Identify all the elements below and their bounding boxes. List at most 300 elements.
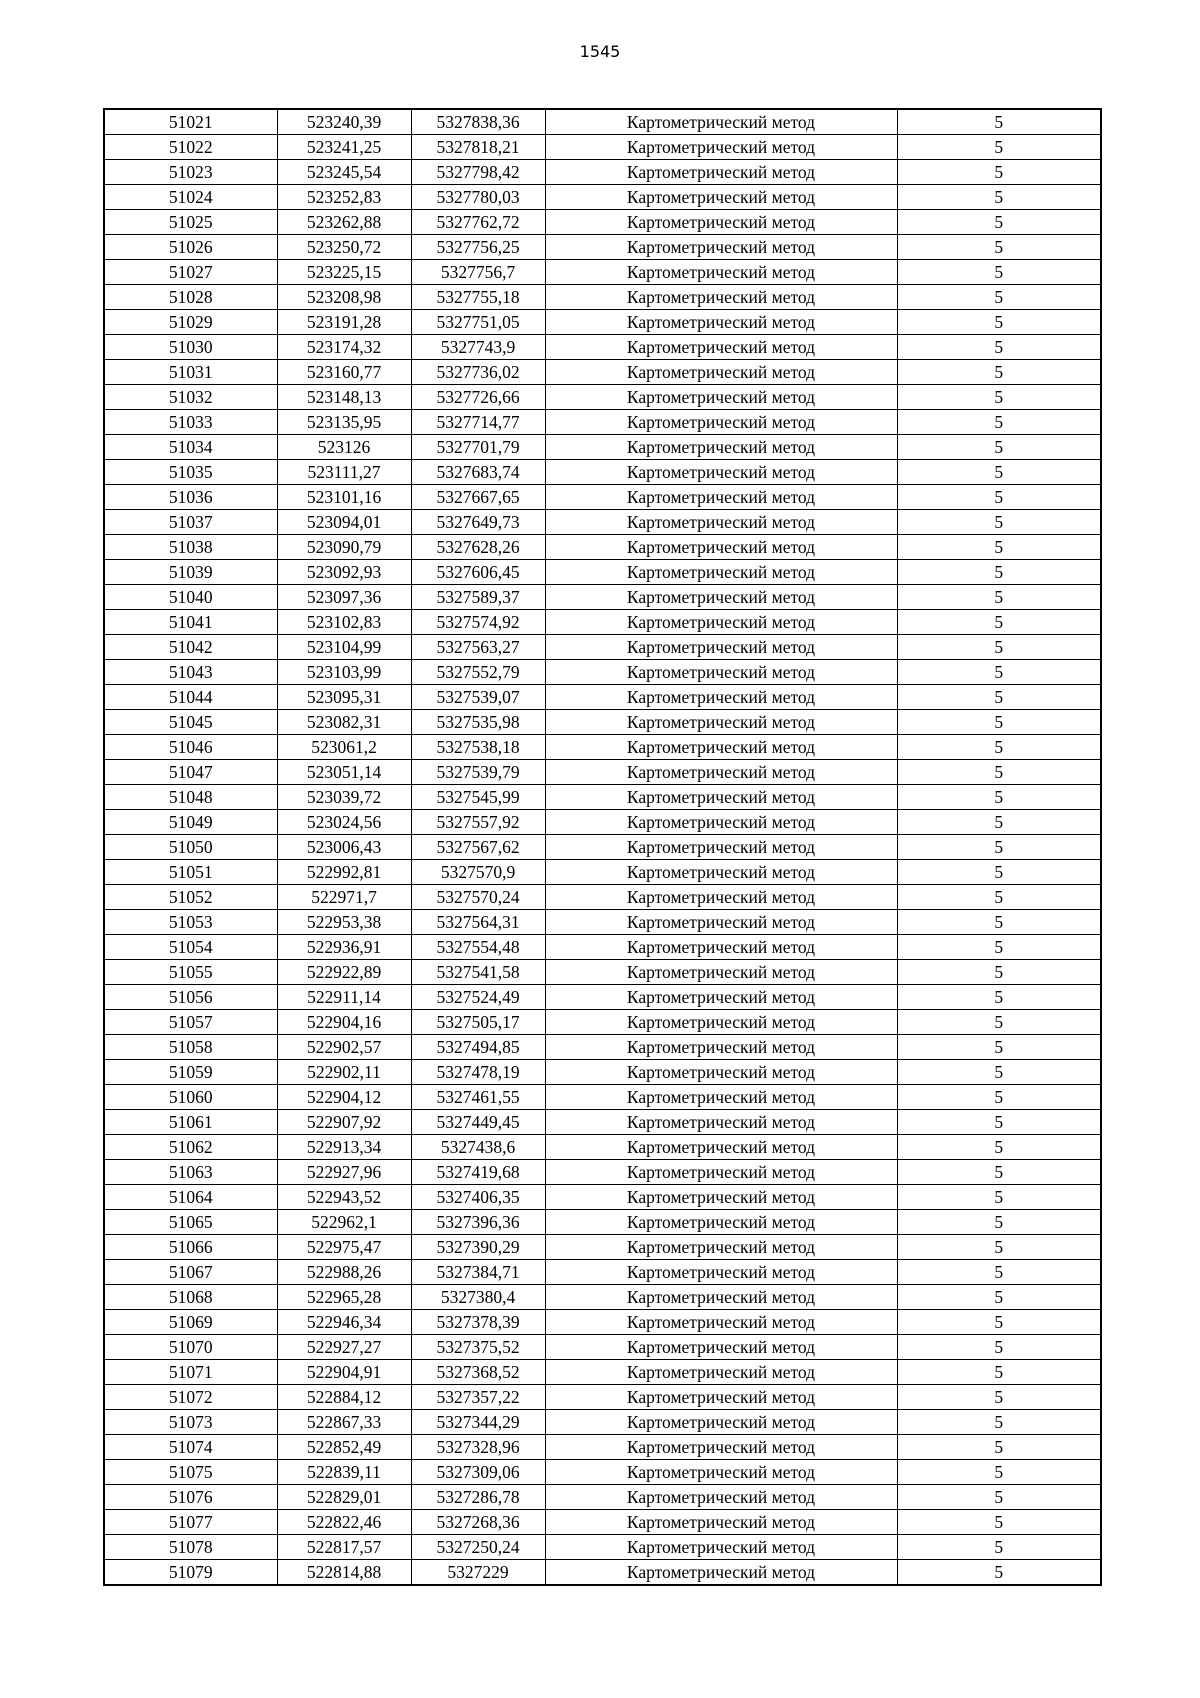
x-coordinate-cell: 522907,92 xyxy=(277,1110,411,1135)
x-coordinate-cell: 522913,34 xyxy=(277,1135,411,1160)
point-number-cell: 51074 xyxy=(104,1435,277,1460)
point-number-cell: 51029 xyxy=(104,310,277,335)
x-coordinate-cell: 523208,98 xyxy=(277,285,411,310)
y-coordinate-cell: 5327449,45 xyxy=(411,1110,545,1135)
method-cell: Картометрический метод xyxy=(545,1310,897,1335)
accuracy-cell: 5 xyxy=(897,635,1101,660)
table-row xyxy=(104,1535,1101,1560)
method-cell: Картометрический метод xyxy=(545,835,897,860)
accuracy-cell: 5 xyxy=(897,485,1101,510)
method-cell: Картометрический метод xyxy=(545,510,897,535)
method-cell: Картометрический метод xyxy=(545,260,897,285)
table-row xyxy=(104,860,1101,885)
y-coordinate-cell: 5327524,49 xyxy=(411,985,545,1010)
method-cell: Картометрический метод xyxy=(545,1035,897,1060)
table-row xyxy=(104,235,1101,260)
accuracy-cell: 5 xyxy=(897,1310,1101,1335)
point-number-cell: 51068 xyxy=(104,1285,277,1310)
x-coordinate-cell: 523225,15 xyxy=(277,260,411,285)
y-coordinate-cell: 5327286,78 xyxy=(411,1485,545,1510)
y-coordinate-cell: 5327714,77 xyxy=(411,410,545,435)
x-coordinate-cell: 522988,26 xyxy=(277,1260,411,1285)
table-row xyxy=(104,1485,1101,1510)
x-coordinate-cell: 523097,36 xyxy=(277,585,411,610)
y-coordinate-cell: 5327557,92 xyxy=(411,810,545,835)
table-row xyxy=(104,1560,1101,1586)
table-row xyxy=(104,260,1101,285)
x-coordinate-cell: 523024,56 xyxy=(277,810,411,835)
point-number-cell: 51039 xyxy=(104,560,277,585)
x-coordinate-cell: 523245,54 xyxy=(277,160,411,185)
method-cell: Картометрический метод xyxy=(545,210,897,235)
table-row xyxy=(104,585,1101,610)
y-coordinate-cell: 5327780,03 xyxy=(411,185,545,210)
method-cell: Картометрический метод xyxy=(545,660,897,685)
table-row xyxy=(104,535,1101,560)
point-number-cell: 51058 xyxy=(104,1035,277,1060)
table-row xyxy=(104,685,1101,710)
accuracy-cell: 5 xyxy=(897,1510,1101,1535)
y-coordinate-cell: 5327755,18 xyxy=(411,285,545,310)
y-coordinate-cell: 5327589,37 xyxy=(411,585,545,610)
point-number-cell: 51076 xyxy=(104,1485,277,1510)
table-row xyxy=(104,1435,1101,1460)
accuracy-cell: 5 xyxy=(897,835,1101,860)
x-coordinate-cell: 522922,89 xyxy=(277,960,411,985)
accuracy-cell: 5 xyxy=(897,1560,1101,1586)
table-row xyxy=(104,1360,1101,1385)
x-coordinate-cell: 522902,11 xyxy=(277,1060,411,1085)
x-coordinate-cell: 522992,81 xyxy=(277,860,411,885)
table-row xyxy=(104,1160,1101,1185)
method-cell: Картометрический метод xyxy=(545,1460,897,1485)
table-row xyxy=(104,360,1101,385)
accuracy-cell: 5 xyxy=(897,1135,1101,1160)
point-number-cell: 51065 xyxy=(104,1210,277,1235)
point-number-cell: 51026 xyxy=(104,235,277,260)
coordinates-table xyxy=(103,108,1102,1586)
table-row xyxy=(104,710,1101,735)
table-row xyxy=(104,385,1101,410)
accuracy-cell: 5 xyxy=(897,610,1101,635)
y-coordinate-cell: 5327798,42 xyxy=(411,160,545,185)
method-cell: Картометрический метод xyxy=(545,1410,897,1435)
x-coordinate-cell: 523092,93 xyxy=(277,560,411,585)
y-coordinate-cell: 5327406,35 xyxy=(411,1185,545,1210)
y-coordinate-cell: 5327743,9 xyxy=(411,335,545,360)
point-number-cell: 51056 xyxy=(104,985,277,1010)
x-coordinate-cell: 523006,43 xyxy=(277,835,411,860)
point-number-cell: 51057 xyxy=(104,1010,277,1035)
x-coordinate-cell: 523262,88 xyxy=(277,210,411,235)
y-coordinate-cell: 5327667,65 xyxy=(411,485,545,510)
table-row xyxy=(104,785,1101,810)
point-number-cell: 51021 xyxy=(104,109,277,135)
method-cell: Картометрический метод xyxy=(545,935,897,960)
table-row xyxy=(104,1310,1101,1335)
table-row xyxy=(104,485,1101,510)
x-coordinate-cell: 522852,49 xyxy=(277,1435,411,1460)
table-row xyxy=(104,735,1101,760)
point-number-cell: 51079 xyxy=(104,1560,277,1586)
point-number-cell: 51077 xyxy=(104,1510,277,1535)
x-coordinate-cell: 522822,46 xyxy=(277,1510,411,1535)
accuracy-cell: 5 xyxy=(897,260,1101,285)
x-coordinate-cell: 523102,83 xyxy=(277,610,411,635)
x-coordinate-cell: 523135,95 xyxy=(277,410,411,435)
point-number-cell: 51062 xyxy=(104,1135,277,1160)
table-row xyxy=(104,1385,1101,1410)
y-coordinate-cell: 5327564,31 xyxy=(411,910,545,935)
point-number-cell: 51053 xyxy=(104,910,277,935)
y-coordinate-cell: 5327756,25 xyxy=(411,235,545,260)
method-cell: Картометрический метод xyxy=(545,560,897,585)
accuracy-cell: 5 xyxy=(897,1185,1101,1210)
y-coordinate-cell: 5327567,62 xyxy=(411,835,545,860)
method-cell: Картометрический метод xyxy=(545,710,897,735)
method-cell: Картометрический метод xyxy=(545,960,897,985)
y-coordinate-cell: 5327478,19 xyxy=(411,1060,545,1085)
y-coordinate-cell: 5327701,79 xyxy=(411,435,545,460)
y-coordinate-cell: 5327751,05 xyxy=(411,310,545,335)
y-coordinate-cell: 5327649,73 xyxy=(411,510,545,535)
point-number-cell: 51059 xyxy=(104,1060,277,1085)
x-coordinate-cell: 523051,14 xyxy=(277,760,411,785)
x-coordinate-cell: 523094,01 xyxy=(277,510,411,535)
accuracy-cell: 5 xyxy=(897,1010,1101,1035)
point-number-cell: 51037 xyxy=(104,510,277,535)
y-coordinate-cell: 5327762,72 xyxy=(411,210,545,235)
y-coordinate-cell: 5327419,68 xyxy=(411,1160,545,1185)
accuracy-cell: 5 xyxy=(897,435,1101,460)
x-coordinate-cell: 523090,79 xyxy=(277,535,411,560)
y-coordinate-cell: 5327838,36 xyxy=(411,109,545,135)
method-cell: Картометрический метод xyxy=(545,1435,897,1460)
table-row xyxy=(104,660,1101,685)
point-number-cell: 51064 xyxy=(104,1185,277,1210)
point-number-cell: 51033 xyxy=(104,410,277,435)
x-coordinate-cell: 523191,28 xyxy=(277,310,411,335)
accuracy-cell: 5 xyxy=(897,160,1101,185)
point-number-cell: 51060 xyxy=(104,1085,277,1110)
y-coordinate-cell: 5327554,48 xyxy=(411,935,545,960)
x-coordinate-cell: 523095,31 xyxy=(277,685,411,710)
y-coordinate-cell: 5327539,79 xyxy=(411,760,545,785)
point-number-cell: 51045 xyxy=(104,710,277,735)
table-row xyxy=(104,1060,1101,1085)
method-cell: Картометрический метод xyxy=(545,810,897,835)
coordinates-table-body xyxy=(104,109,1101,1585)
method-cell: Картометрический метод xyxy=(545,910,897,935)
table-row xyxy=(104,985,1101,1010)
y-coordinate-cell: 5327552,79 xyxy=(411,660,545,685)
method-cell: Картометрический метод xyxy=(545,1185,897,1210)
point-number-cell: 51051 xyxy=(104,860,277,885)
method-cell: Картометрический метод xyxy=(545,1385,897,1410)
point-number-cell: 51067 xyxy=(104,1260,277,1285)
table-row xyxy=(104,1335,1101,1360)
x-coordinate-cell: 522867,33 xyxy=(277,1410,411,1435)
x-coordinate-cell: 523252,83 xyxy=(277,185,411,210)
accuracy-cell: 5 xyxy=(897,1410,1101,1435)
method-cell: Картометрический метод xyxy=(545,1535,897,1560)
y-coordinate-cell: 5327368,52 xyxy=(411,1360,545,1385)
point-number-cell: 51047 xyxy=(104,760,277,785)
x-coordinate-cell: 522927,96 xyxy=(277,1160,411,1185)
table-row xyxy=(104,109,1101,135)
y-coordinate-cell: 5327378,39 xyxy=(411,1310,545,1335)
accuracy-cell: 5 xyxy=(897,1160,1101,1185)
method-cell: Картометрический метод xyxy=(545,135,897,160)
method-cell: Картометрический метод xyxy=(545,435,897,460)
method-cell: Картометрический метод xyxy=(545,635,897,660)
method-cell: Картометрический метод xyxy=(545,1260,897,1285)
accuracy-cell: 5 xyxy=(897,960,1101,985)
accuracy-cell: 5 xyxy=(897,1035,1101,1060)
point-number-cell: 51043 xyxy=(104,660,277,685)
y-coordinate-cell: 5327628,26 xyxy=(411,535,545,560)
method-cell: Картометрический метод xyxy=(545,1335,897,1360)
point-number-cell: 51069 xyxy=(104,1310,277,1335)
accuracy-cell: 5 xyxy=(897,1335,1101,1360)
method-cell: Картометрический метод xyxy=(545,1510,897,1535)
table-row xyxy=(104,285,1101,310)
x-coordinate-cell: 522975,47 xyxy=(277,1235,411,1260)
method-cell: Картометрический метод xyxy=(545,1235,897,1260)
method-cell: Картометрический метод xyxy=(545,1085,897,1110)
point-number-cell: 51054 xyxy=(104,935,277,960)
y-coordinate-cell: 5327380,4 xyxy=(411,1285,545,1310)
point-number-cell: 51049 xyxy=(104,810,277,835)
accuracy-cell: 5 xyxy=(897,935,1101,960)
point-number-cell: 51030 xyxy=(104,335,277,360)
point-number-cell: 51055 xyxy=(104,960,277,985)
accuracy-cell: 5 xyxy=(897,660,1101,685)
table-row xyxy=(104,410,1101,435)
table-row xyxy=(104,810,1101,835)
table-row xyxy=(104,885,1101,910)
method-cell: Картометрический метод xyxy=(545,1135,897,1160)
x-coordinate-cell: 522829,01 xyxy=(277,1485,411,1510)
table-row xyxy=(104,160,1101,185)
x-coordinate-cell: 522839,11 xyxy=(277,1460,411,1485)
x-coordinate-cell: 522962,1 xyxy=(277,1210,411,1235)
table-row xyxy=(104,1460,1101,1485)
y-coordinate-cell: 5327461,55 xyxy=(411,1085,545,1110)
y-coordinate-cell: 5327570,9 xyxy=(411,860,545,885)
y-coordinate-cell: 5327570,24 xyxy=(411,885,545,910)
point-number-cell: 51072 xyxy=(104,1385,277,1410)
table-row xyxy=(104,760,1101,785)
y-coordinate-cell: 5327505,17 xyxy=(411,1010,545,1035)
point-number-cell: 51034 xyxy=(104,435,277,460)
y-coordinate-cell: 5327756,7 xyxy=(411,260,545,285)
x-coordinate-cell: 523126 xyxy=(277,435,411,460)
table-row xyxy=(104,1085,1101,1110)
point-number-cell: 51031 xyxy=(104,360,277,385)
method-cell: Картометрический метод xyxy=(545,385,897,410)
method-cell: Картометрический метод xyxy=(545,860,897,885)
y-coordinate-cell: 5327535,98 xyxy=(411,710,545,735)
table-row xyxy=(104,1510,1101,1535)
accuracy-cell: 5 xyxy=(897,1210,1101,1235)
point-number-cell: 51041 xyxy=(104,610,277,635)
point-number-cell: 51035 xyxy=(104,460,277,485)
method-cell: Картометрический метод xyxy=(545,335,897,360)
point-number-cell: 51075 xyxy=(104,1460,277,1485)
x-coordinate-cell: 523250,72 xyxy=(277,235,411,260)
point-number-cell: 51036 xyxy=(104,485,277,510)
accuracy-cell: 5 xyxy=(897,135,1101,160)
accuracy-cell: 5 xyxy=(897,360,1101,385)
method-cell: Картометрический метод xyxy=(545,785,897,810)
table-row xyxy=(104,1110,1101,1135)
accuracy-cell: 5 xyxy=(897,785,1101,810)
method-cell: Картометрический метод xyxy=(545,160,897,185)
point-number-cell: 51040 xyxy=(104,585,277,610)
x-coordinate-cell: 523174,32 xyxy=(277,335,411,360)
point-number-cell: 51038 xyxy=(104,535,277,560)
accuracy-cell: 5 xyxy=(897,1285,1101,1310)
table-row xyxy=(104,210,1101,235)
y-coordinate-cell: 5327268,36 xyxy=(411,1510,545,1535)
point-number-cell: 51050 xyxy=(104,835,277,860)
method-cell: Картометрический метод xyxy=(545,360,897,385)
y-coordinate-cell: 5327328,96 xyxy=(411,1435,545,1460)
x-coordinate-cell: 523101,16 xyxy=(277,485,411,510)
accuracy-cell: 5 xyxy=(897,510,1101,535)
accuracy-cell: 5 xyxy=(897,385,1101,410)
y-coordinate-cell: 5327683,74 xyxy=(411,460,545,485)
table-row xyxy=(104,910,1101,935)
accuracy-cell: 5 xyxy=(897,1260,1101,1285)
method-cell: Картометрический метод xyxy=(545,535,897,560)
point-number-cell: 51028 xyxy=(104,285,277,310)
accuracy-cell: 5 xyxy=(897,235,1101,260)
point-number-cell: 51022 xyxy=(104,135,277,160)
x-coordinate-cell: 523160,77 xyxy=(277,360,411,385)
method-cell: Картометрический метод xyxy=(545,460,897,485)
y-coordinate-cell: 5327229 xyxy=(411,1560,545,1586)
table-row xyxy=(104,610,1101,635)
point-number-cell: 51044 xyxy=(104,685,277,710)
y-coordinate-cell: 5327574,92 xyxy=(411,610,545,635)
accuracy-cell: 5 xyxy=(897,735,1101,760)
y-coordinate-cell: 5327736,02 xyxy=(411,360,545,385)
accuracy-cell: 5 xyxy=(897,185,1101,210)
table-row xyxy=(104,1235,1101,1260)
table-row xyxy=(104,1210,1101,1235)
y-coordinate-cell: 5327438,6 xyxy=(411,1135,545,1160)
method-cell: Картометрический метод xyxy=(545,235,897,260)
accuracy-cell: 5 xyxy=(897,460,1101,485)
x-coordinate-cell: 522814,88 xyxy=(277,1560,411,1586)
method-cell: Картометрический метод xyxy=(545,1360,897,1385)
method-cell: Картометрический метод xyxy=(545,985,897,1010)
accuracy-cell: 5 xyxy=(897,1460,1101,1485)
table-row xyxy=(104,460,1101,485)
x-coordinate-cell: 523148,13 xyxy=(277,385,411,410)
method-cell: Картометрический метод xyxy=(545,109,897,135)
x-coordinate-cell: 522817,57 xyxy=(277,1535,411,1560)
point-number-cell: 51032 xyxy=(104,385,277,410)
y-coordinate-cell: 5327818,21 xyxy=(411,135,545,160)
accuracy-cell: 5 xyxy=(897,760,1101,785)
x-coordinate-cell: 523103,99 xyxy=(277,660,411,685)
point-number-cell: 51046 xyxy=(104,735,277,760)
method-cell: Картометрический метод xyxy=(545,1010,897,1035)
y-coordinate-cell: 5327384,71 xyxy=(411,1260,545,1285)
accuracy-cell: 5 xyxy=(897,585,1101,610)
point-number-cell: 51071 xyxy=(104,1360,277,1385)
table-row xyxy=(104,935,1101,960)
y-coordinate-cell: 5327375,52 xyxy=(411,1335,545,1360)
accuracy-cell: 5 xyxy=(897,860,1101,885)
y-coordinate-cell: 5327545,99 xyxy=(411,785,545,810)
accuracy-cell: 5 xyxy=(897,685,1101,710)
method-cell: Картометрический метод xyxy=(545,685,897,710)
accuracy-cell: 5 xyxy=(897,285,1101,310)
method-cell: Картометрический метод xyxy=(545,185,897,210)
x-coordinate-cell: 522943,52 xyxy=(277,1185,411,1210)
table-row xyxy=(104,635,1101,660)
point-number-cell: 51063 xyxy=(104,1160,277,1185)
y-coordinate-cell: 5327309,06 xyxy=(411,1460,545,1485)
table-row xyxy=(104,510,1101,535)
x-coordinate-cell: 522971,7 xyxy=(277,885,411,910)
table-row xyxy=(104,335,1101,360)
point-number-cell: 51066 xyxy=(104,1235,277,1260)
accuracy-cell: 5 xyxy=(897,1060,1101,1085)
y-coordinate-cell: 5327539,07 xyxy=(411,685,545,710)
accuracy-cell: 5 xyxy=(897,210,1101,235)
table-row xyxy=(104,560,1101,585)
y-coordinate-cell: 5327563,27 xyxy=(411,635,545,660)
accuracy-cell: 5 xyxy=(897,710,1101,735)
method-cell: Картометрический метод xyxy=(545,410,897,435)
point-number-cell: 51042 xyxy=(104,635,277,660)
y-coordinate-cell: 5327250,24 xyxy=(411,1535,545,1560)
table-row xyxy=(104,1260,1101,1285)
point-number-cell: 51025 xyxy=(104,210,277,235)
accuracy-cell: 5 xyxy=(897,1435,1101,1460)
method-cell: Картометрический метод xyxy=(545,1060,897,1085)
method-cell: Картометрический метод xyxy=(545,735,897,760)
table-row xyxy=(104,1285,1101,1310)
y-coordinate-cell: 5327390,29 xyxy=(411,1235,545,1260)
x-coordinate-cell: 522946,34 xyxy=(277,1310,411,1335)
method-cell: Картометрический метод xyxy=(545,1210,897,1235)
y-coordinate-cell: 5327357,22 xyxy=(411,1385,545,1410)
accuracy-cell: 5 xyxy=(897,410,1101,435)
x-coordinate-cell: 523082,31 xyxy=(277,710,411,735)
y-coordinate-cell: 5327606,45 xyxy=(411,560,545,585)
point-number-cell: 51052 xyxy=(104,885,277,910)
accuracy-cell: 5 xyxy=(897,1535,1101,1560)
method-cell: Картометрический метод xyxy=(545,585,897,610)
table-row xyxy=(104,1185,1101,1210)
point-number-cell: 51070 xyxy=(104,1335,277,1360)
x-coordinate-cell: 522884,12 xyxy=(277,1385,411,1410)
x-coordinate-cell: 522902,57 xyxy=(277,1035,411,1060)
method-cell: Картометрический метод xyxy=(545,760,897,785)
accuracy-cell: 5 xyxy=(897,109,1101,135)
accuracy-cell: 5 xyxy=(897,1110,1101,1135)
x-coordinate-cell: 522936,91 xyxy=(277,935,411,960)
method-cell: Картометрический метод xyxy=(545,1560,897,1586)
table-row xyxy=(104,185,1101,210)
method-cell: Картометрический метод xyxy=(545,310,897,335)
